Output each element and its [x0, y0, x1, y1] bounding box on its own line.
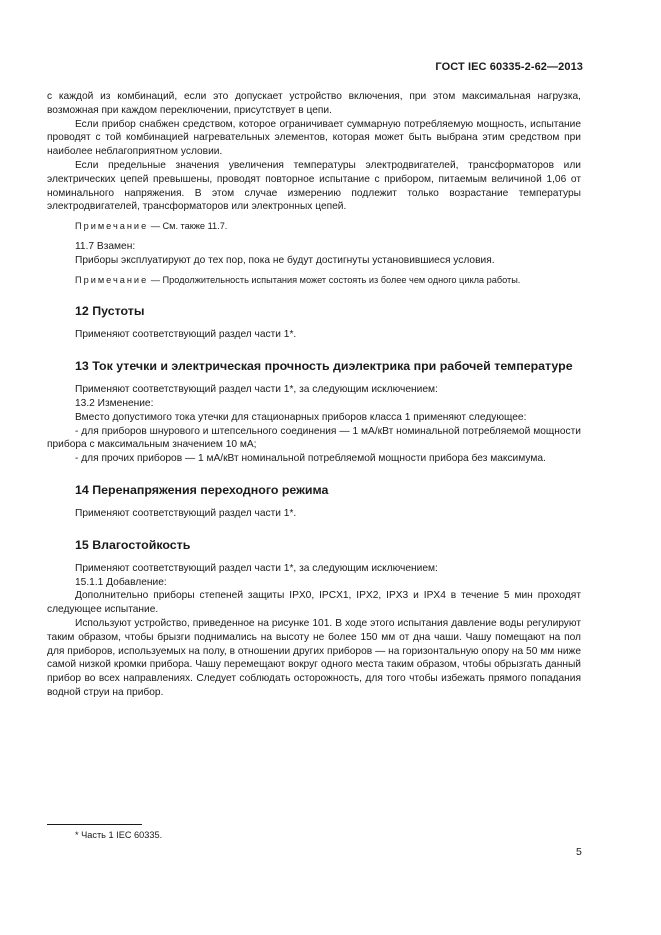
- paragraph: с каждой из комбинаций, если это допускает устройство включения, при этом максимальная нагрузка, возможная при каждом переключении, присутствует в цепи.: [47, 91, 581, 116]
- list-item: - для прочих приборов — 1 мА/кВт номинальной потребляемой мощности прибора без максимума.: [75, 453, 546, 465]
- page-number: 5: [576, 846, 582, 858]
- paragraph: Применяют соответствующий раздел части 1*, за следующим исключением:: [75, 384, 438, 396]
- paragraph: Применяют соответствующий раздел части 1*, за следующим исключением:: [75, 562, 438, 574]
- note-text: См. также 11.7.: [162, 221, 228, 232]
- subsection-heading: 13.2 Изменение:: [75, 397, 154, 409]
- paragraph: Если прибор снабжен средством, которое ограничивает суммарную потребляемую мощность, испытание проводят с той комбинацией нагревательных элементов, которая может быть выбрана этим средством при наиболее неблагоприятном условии.: [47, 118, 581, 158]
- paragraph: Используют устройство, приведенное на рисунке 101. В ходе этого испытания давление воды регулируют таким образом, чтобы брызги поднимались на высоту не более 150 мм от дна чаши. Чашу помещают на пол для приборов, используемых на полу, в отношении других приборов — на горизонтальную опору на 50 мм ниже самой низкой кромки прибора. Чашу перемещают вокруг одного места таким образом, чтобы обрызгать данный прибор во всех направлениях. Следует соблюдать осторожность, для того чтобы избежать прямого попадания водной струи на прибор.: [47, 617, 581, 698]
- document-header: ГОСТ IEC 60335-2-62—2013: [435, 61, 583, 73]
- note: [47, 274, 581, 288]
- paragraph: Применяют соответствующий раздел части 1*.: [75, 329, 297, 341]
- section-title-12: 12 Пустоты: [75, 304, 145, 319]
- note: [47, 220, 581, 234]
- list-item: - для приборов шнурового и штепсельного соединения — 1 мА/кВт номинальной потребляемой мощности прибора с максимальным значением 10 мА;: [47, 425, 581, 451]
- footnote-divider: [47, 824, 142, 825]
- paragraph: Вместо допустимого тока утечки для стационарных приборов класса 1 применяют следующее:: [75, 411, 527, 423]
- document-body: [47, 90, 581, 700]
- section-title-14: 14 Перенапряжения переходного режима: [75, 482, 329, 497]
- note-dash: —: [150, 274, 160, 285]
- subsection-heading: 15.1.1 Добавление:: [75, 576, 167, 588]
- note-label: Примечание: [75, 274, 149, 285]
- note-dash: —: [150, 221, 160, 232]
- subsection-heading: 11.7 Взамен:: [75, 240, 136, 252]
- section-title-15: 15 Влагостойкость: [75, 537, 191, 552]
- note-text: Продолжительность испытания может состоять из более чем одного цикла работы.: [162, 274, 521, 285]
- paragraph: Если предельные значения увеличения температуры электродвигателей, трансформаторов или электрических цепей превышены, проводят повторное испытание с прибором, питаемым величиной 1,06 от номинального напряжения. В этом случае измерению подлежит только возрастание температуры электродвигателей, трансформаторов или электронных цепей.: [47, 159, 581, 213]
- section-title-13: 13 Ток утечки и электрическая прочность диэлектрика при рабочей температуре: [75, 359, 573, 374]
- paragraph: Приборы эксплуатируют до тех пор, пока не будут достигнуты установившиеся условия.: [75, 254, 495, 266]
- paragraph: Дополнительно приборы степеней защиты IPX0, IPCX1, IPX2, IPX3 и IPX4 в течение 5 мин проходят следующее испытание.: [47, 590, 581, 616]
- footnote: * Часть 1 IEC 60335.: [75, 830, 163, 840]
- note-label: Примечание: [75, 221, 149, 232]
- paragraph: Применяют соответствующий раздел части 1*.: [75, 507, 297, 519]
